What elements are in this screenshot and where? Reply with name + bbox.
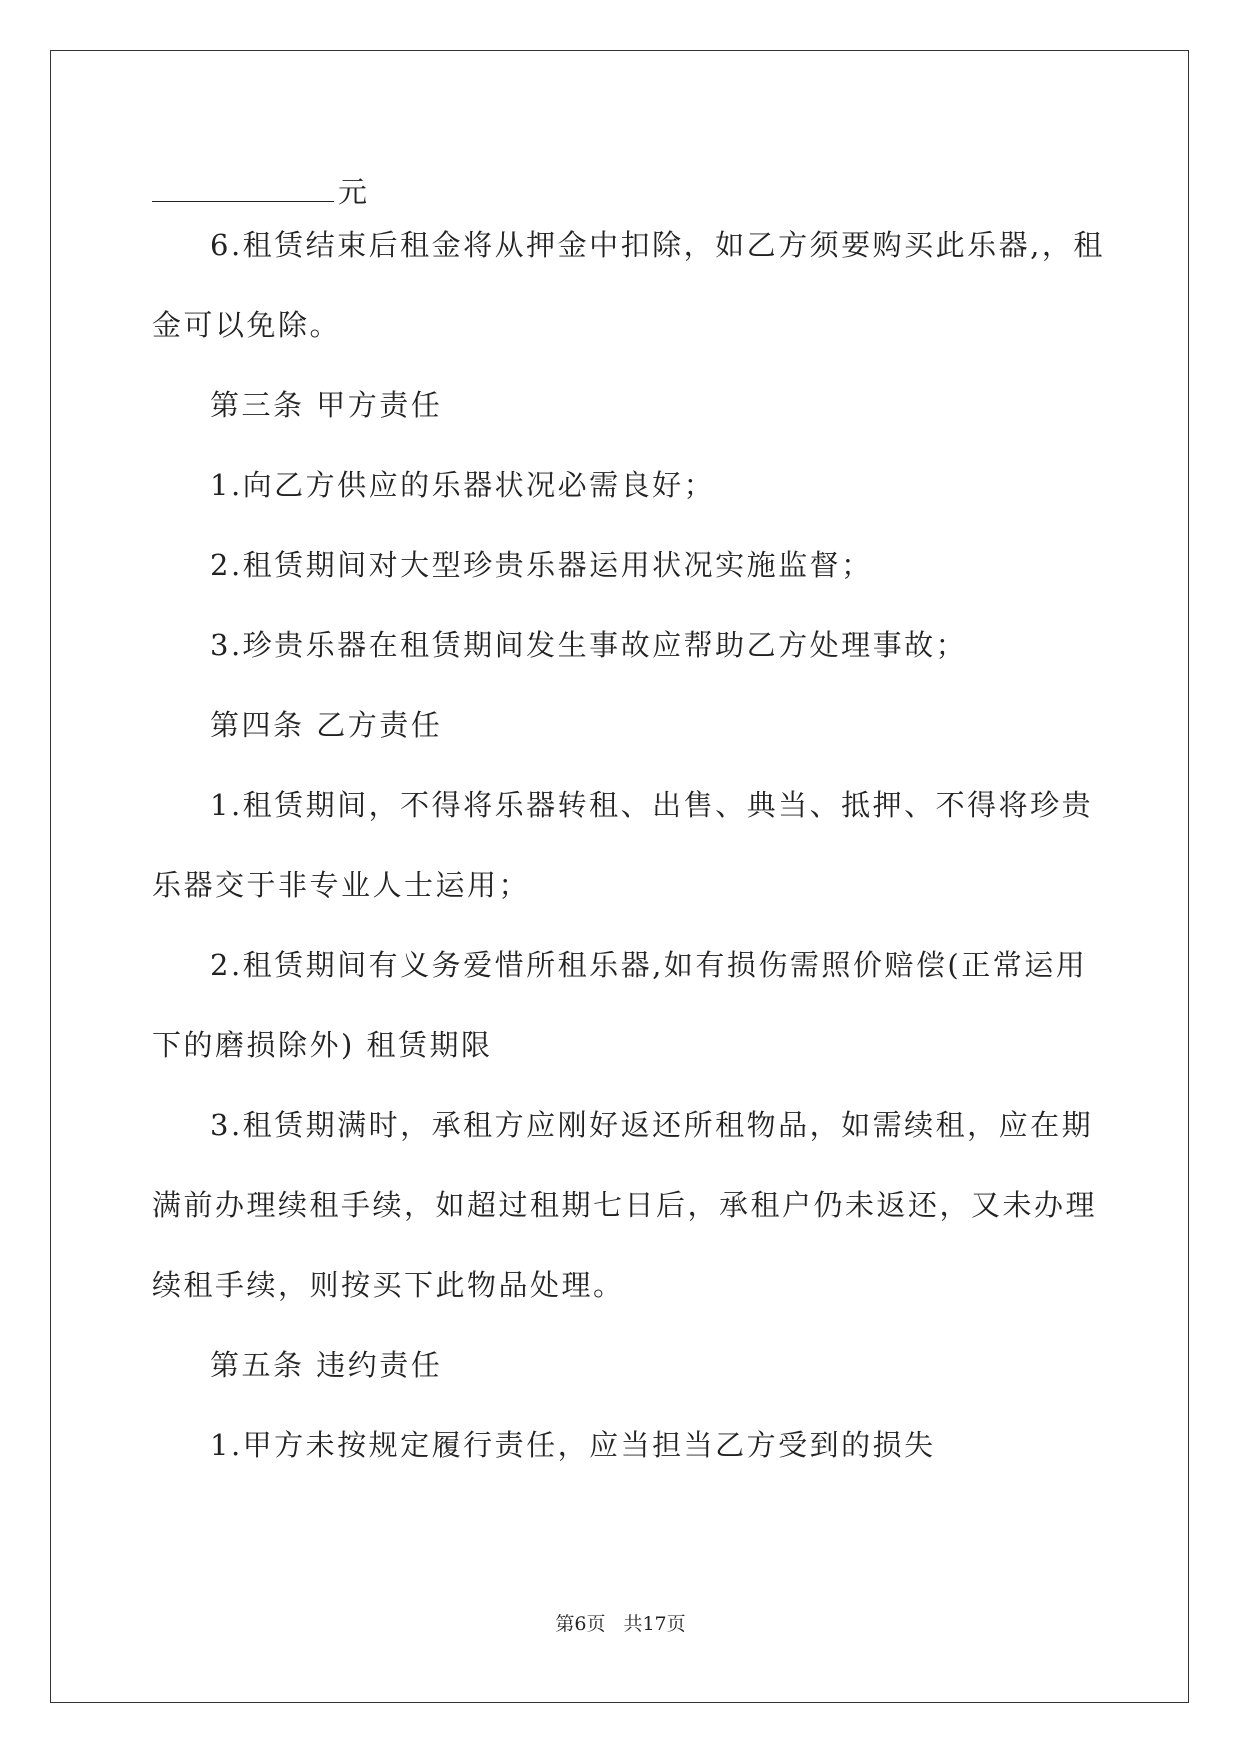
paragraph-line: 满前办理续租手续，如超过租期七日后，承租户仍未返还，又未办理 <box>152 1188 1098 1222</box>
paragraph-line: 金可以免除。 <box>152 308 342 342</box>
paragraph-line: 2.租赁期间对大型珍贵乐器运用状况实施监督； <box>210 548 873 582</box>
page-number: 第6页 <box>555 1613 606 1635</box>
paragraph-line: 1.甲方未按规定履行责任，应当担当乙方受到的损失 <box>210 1428 936 1462</box>
paragraph-line: 3.珍贵乐器在租赁期间发生事故应帮助乙方处理事故； <box>210 628 968 662</box>
paragraph-line: 下的磨损除外) 租赁期限 <box>152 1028 493 1062</box>
paragraph-line: 6.租赁结束后租金将从押金中扣除，如乙方须要购买此乐器,，租 <box>210 228 1105 262</box>
paragraph-line: 乐器交于非专业人士运用； <box>152 868 531 902</box>
paragraph-line: 1.租赁期间，不得将乐器转租、出售、典当、抵押、不得将珍贵 <box>210 788 1094 822</box>
total-pages: 共17页 <box>623 1613 686 1635</box>
section-heading: 第三条 甲方责任 <box>210 388 443 422</box>
fill-in-blank <box>152 173 334 202</box>
page-footer <box>0 1611 1241 1637</box>
paragraph-line: 3.租赁期满时，承租方应刚好返还所租物品，如需续租，应在期 <box>210 1108 1094 1142</box>
paragraph-line: 续租手续，则按买下此物品处理。 <box>152 1268 625 1302</box>
paragraph-line: 2.租赁期间有义务爱惜所租乐器,如有损伤需照价赔偿(正常运用 <box>210 948 1088 982</box>
paragraph-line: 1.向乙方供应的乐器状况必需良好； <box>210 468 716 502</box>
section-heading: 第四条 乙方责任 <box>210 708 443 742</box>
section-heading: 第五条 违约责任 <box>210 1348 443 1382</box>
currency-unit: 元 <box>338 175 370 209</box>
amount-blank-line <box>152 172 370 212</box>
